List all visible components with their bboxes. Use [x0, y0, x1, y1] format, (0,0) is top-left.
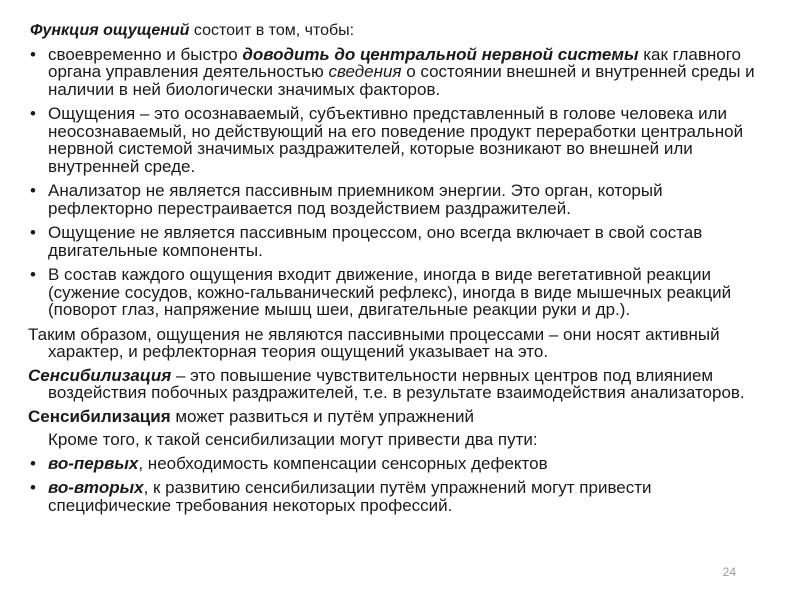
intro-line: [0, 22, 800, 40]
way-item: [0, 479, 800, 514]
bullet-item: [0, 182, 800, 217]
bullet-text: Ощущение не является пассивным процессом, оно всегда включает в свой состав двигательные компоненты.: [48, 223, 703, 260]
sensitization-definition: [0, 367, 800, 402]
bullet-italic: сведения: [328, 62, 402, 81]
intro-term: Функция ощущений: [30, 22, 190, 39]
way-item: [0, 455, 800, 473]
bullet-marker: •: [30, 44, 36, 64]
sensitization-exercise: [0, 408, 800, 426]
sensitization-term-bold: Сенсибилизация: [28, 406, 171, 426]
bullet-marker: •: [30, 223, 36, 242]
slide-content: [0, 22, 800, 521]
bullet-text: Анализатор не является пассивным приемником энергии. Это орган, который рефлекторно перестраивается под воздействием раздражителей.: [48, 181, 663, 218]
bullet-marker: •: [30, 181, 36, 200]
bullet-marker: •: [30, 478, 36, 497]
two-ways-line: Кроме того, к такой сенсибилизации могут привести два пути:: [48, 430, 538, 449]
bullet-text-pre: своевременно и быстро: [48, 44, 243, 64]
bullet-item: [0, 105, 800, 175]
bullet-item: [0, 266, 800, 319]
bullet-marker: •: [30, 265, 36, 284]
way-text: , необходимость компенсации сенсорных дефектов: [138, 453, 548, 473]
bullet-item: [0, 46, 800, 99]
bullet-text: Ощущения – это осознаваемый, субъективно представленный в голове человека или неосознаваемый, но действующий на его поведение продукт переработки центральной нервной системой значимых раздражителей, которые возникают во внешней или внутренней среде.: [48, 104, 744, 176]
bullet-text-post: о состоянии внешней и внутренней среды и наличии в ней биологически значимых факторов.: [48, 62, 755, 99]
page-number: 24: [722, 565, 736, 579]
sensitization-exercise-text: может развиться и путём упражнений: [170, 406, 474, 426]
bullet-emphasis: доводить до центральной нервной системы: [242, 44, 639, 64]
sensitization-term: Сенсибилизация: [28, 365, 172, 385]
way-term: во-первых: [48, 453, 139, 473]
conclusion-paragraph: Таким образом, ощущения не являются пассивными процессами – они носят активный характер, и рефлекторная теория ощущений указывает на это.: [28, 324, 720, 361]
intro-rest: состоит в том, чтобы:: [189, 22, 355, 39]
bullet-item: [0, 224, 800, 259]
sensitization-definition-text: – это повышение чувствительности нервных центров под влиянием воздействия побочных раздражителей, т.е. в результате взаимодействия анализаторов.: [48, 365, 745, 402]
bullet-marker: •: [30, 453, 36, 473]
way-term: во-вторых: [48, 478, 144, 497]
way-text: , к развитию сенсибилизации путём упражнений могут привести специфические требования некоторых профессий.: [48, 478, 652, 515]
bullet-text-mid: как главного органа управления деятельностью: [48, 44, 741, 81]
bullet-text: В состав каждого ощущения входит движение, иногда в виде вегетативной реакции (сужение сосудов, кожно-гальванический рефлекс), иногда в виде мышечных реакций (поворот глаз, напряжение мышц шеи, двигательные реакции руки и др.).: [48, 265, 732, 319]
bullet-marker: •: [30, 104, 36, 123]
